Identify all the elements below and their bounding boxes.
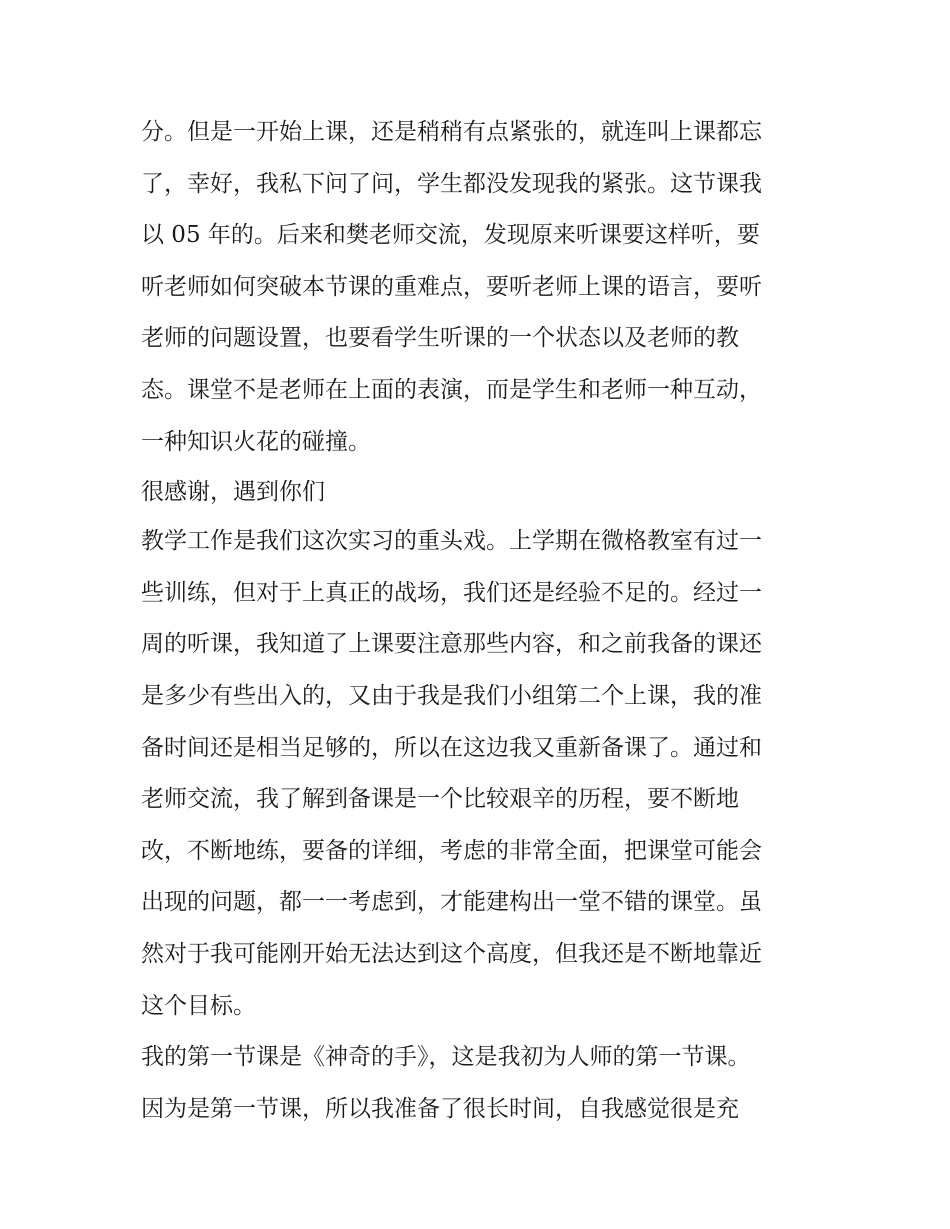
text-line: 教学工作是我们这次实习的重头戏。上学期在微格教室有过一 — [141, 528, 762, 555]
text-line: 老师交流，我了解到备课是一个比较艰辛的历程，要不断地 — [141, 786, 739, 813]
text-line: 老师的问题设置，也要看学生听课的一个状态以及老师的教 — [141, 325, 739, 352]
paragraph-2 — [141, 516, 821, 1032]
text-line: 改，不断地练，要备的详细，考虑的非常全面，把课堂可能会 — [141, 837, 762, 864]
text-line: 些训练，但对于上真正的战场，我们还是经验不足的。经过一 — [141, 579, 762, 606]
text-line: 然对于我可能刚开始无法达到这个高度，但我还是不断地靠近 — [141, 940, 762, 967]
text-line: 备时间还是相当足够的，所以在这边我又重新备课了。通过和 — [141, 734, 762, 761]
text-line: 出现的问题，都一一考虑到，才能建构出一堂不错的课堂。虽 — [141, 889, 762, 916]
text-line: 是多少有些出入的，又由于我是我们小组第二个上课，我的准 — [141, 682, 762, 709]
text-line: 了，幸好，我私下问了问，学生都没发现我的紧张。这节课我 — [141, 170, 762, 197]
paragraph-1 — [141, 107, 821, 468]
text-line: 因为是第一节课，所以我准备了很长时间，自我感觉很是充 — [141, 1095, 739, 1122]
text-line: 分。但是一开始上课，还是稍稍有点紧张的，就连叫上课都忘 — [141, 119, 762, 145]
paragraph-3 — [141, 1032, 821, 1135]
text-line: 这个目标。 — [141, 992, 256, 1019]
text-line: 以 05 年的。后来和樊老师交流，发现原来听课要这样听，要 — [141, 222, 760, 249]
text-line: 我的第一节课是《神奇的手》，这是我初为人师的第一节课。 — [141, 1044, 751, 1071]
text-line: 态。课堂不是老师在上面的表演，而是学生和老师一种互动， — [141, 376, 762, 403]
text-line: 一种知识火花的碰撞。 — [141, 428, 371, 455]
text-line: 听老师如何突破本节课的重难点，要听老师上课的语言，要听 — [141, 273, 762, 300]
text-line: 周的听课，我知道了上课要注意那些内容，和之前我备的课还 — [141, 631, 762, 658]
document-body — [141, 107, 821, 1135]
section-heading: 很感谢，遇到你们 — [141, 479, 325, 506]
